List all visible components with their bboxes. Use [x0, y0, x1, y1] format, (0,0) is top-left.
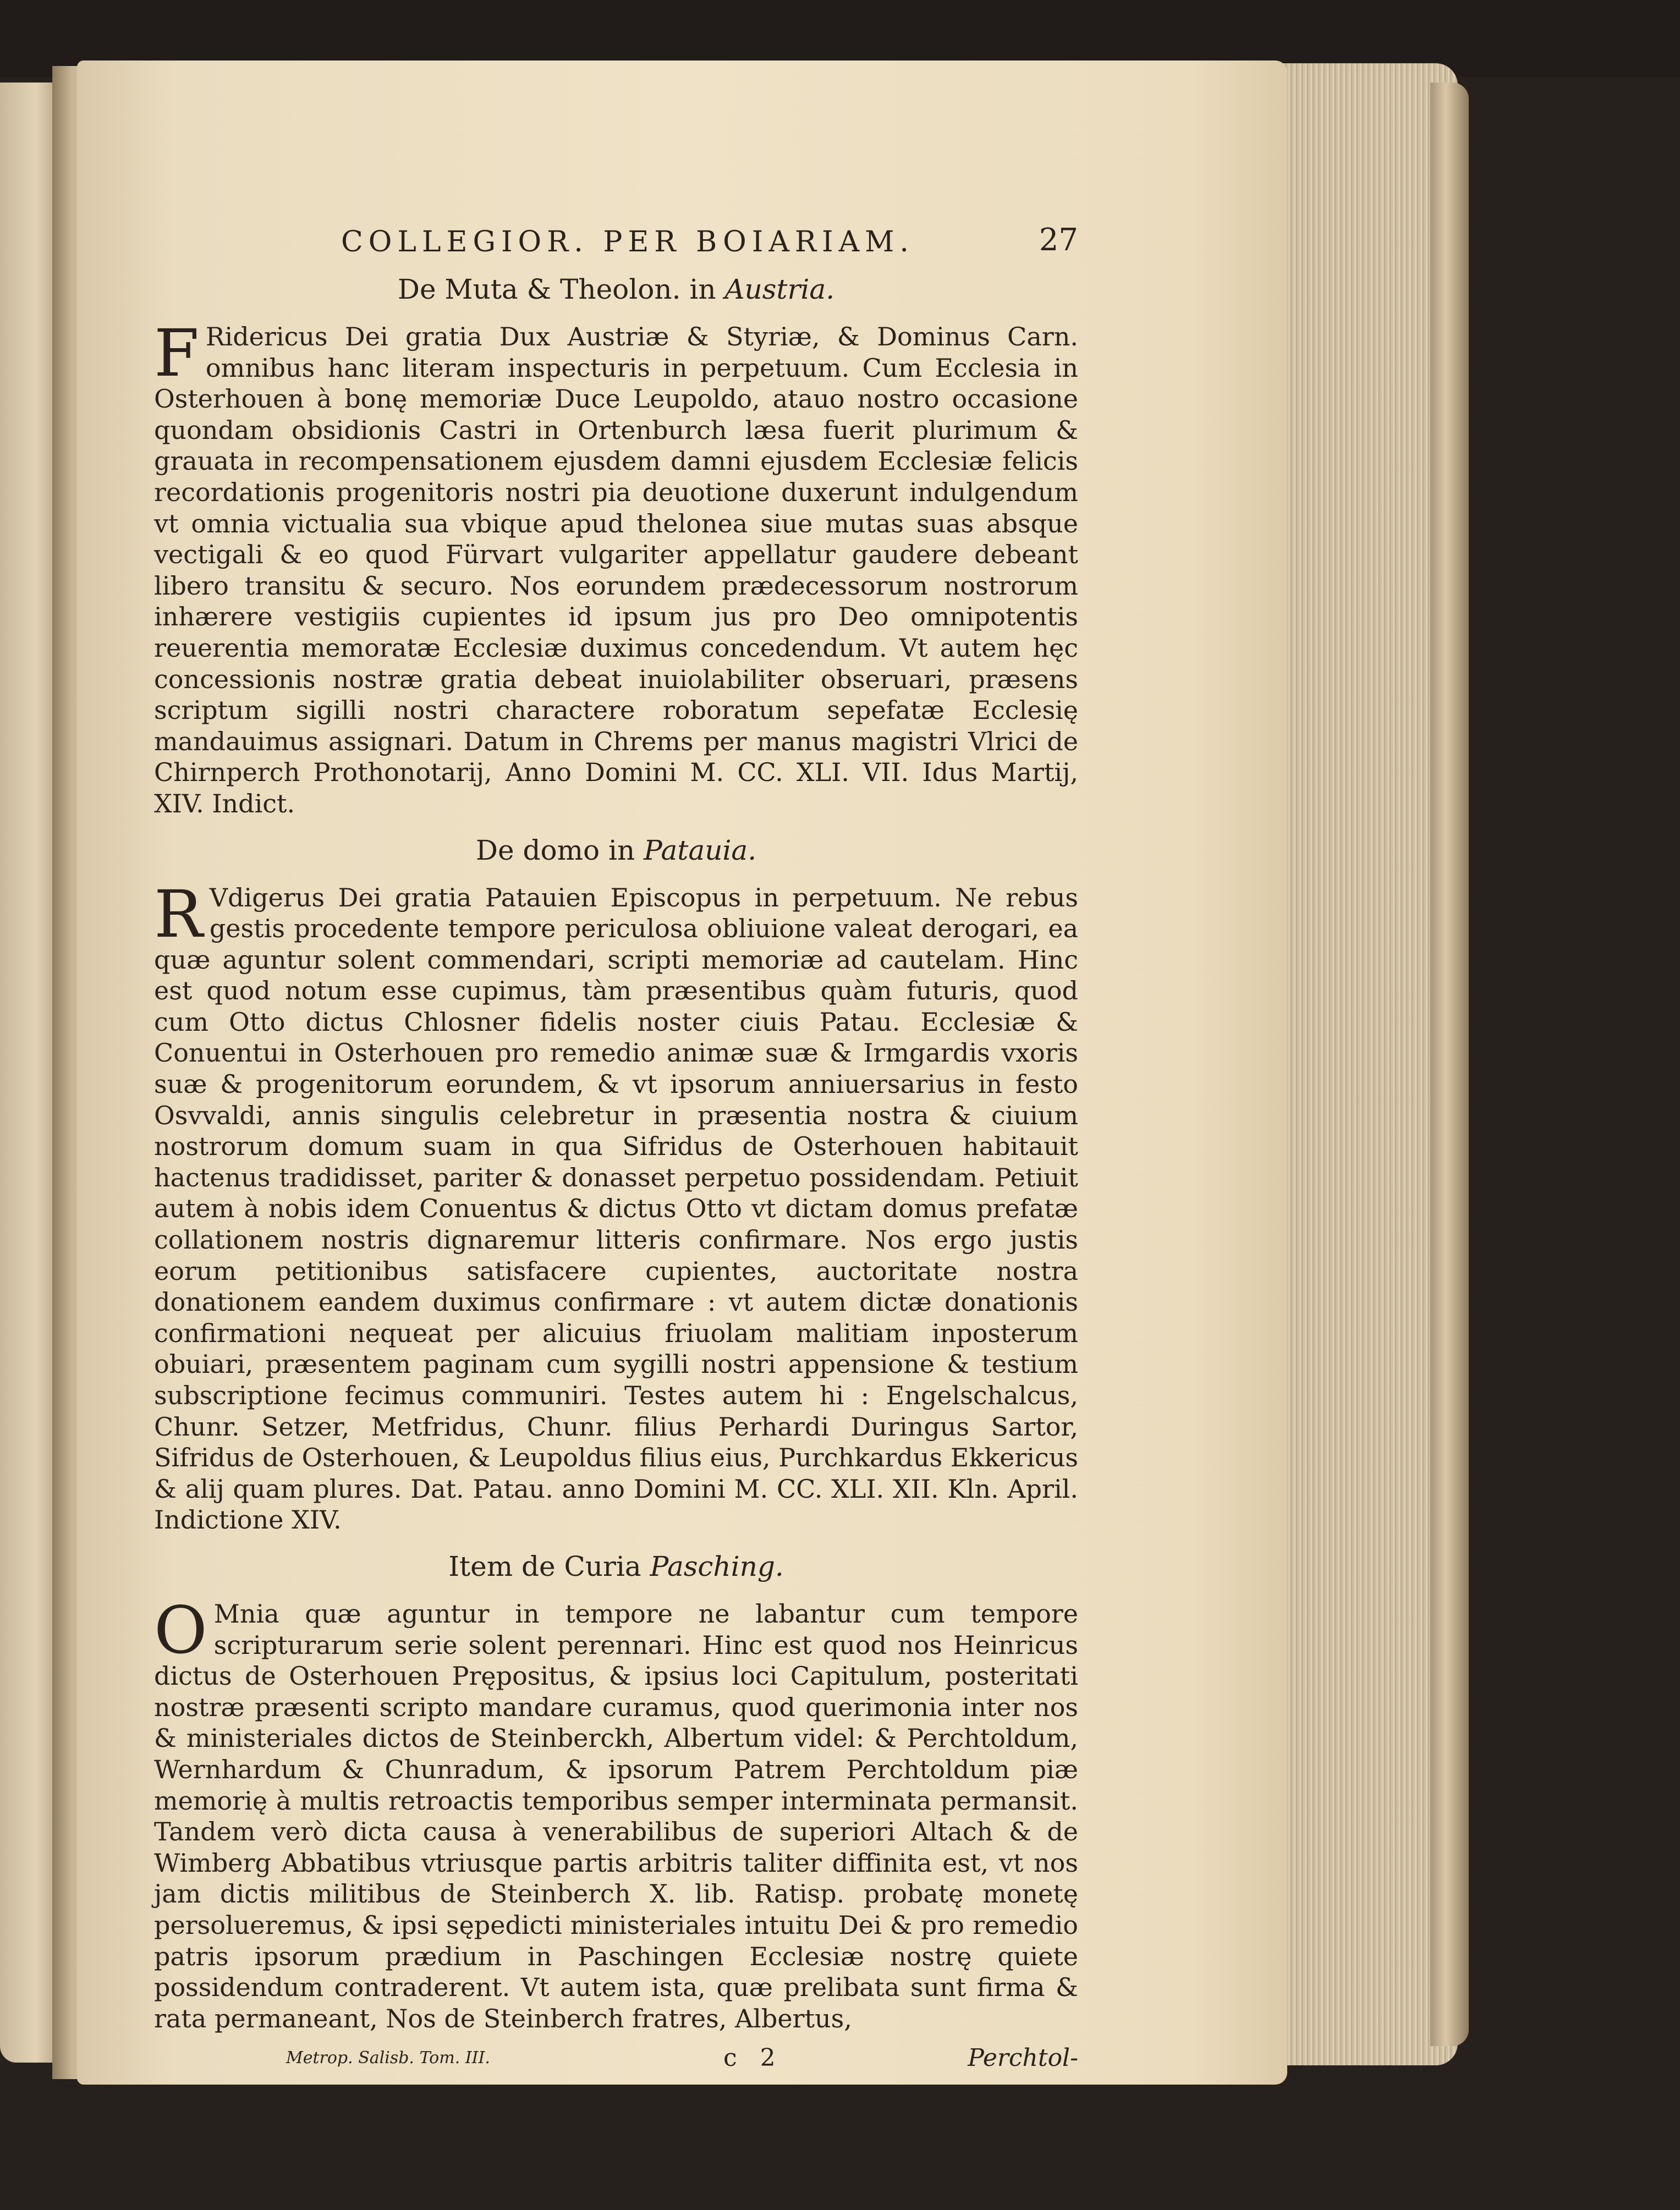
drop-cap: F: [154, 315, 199, 391]
section-paragraph: [154, 315, 1078, 820]
sheet-mark: c 2: [723, 2044, 783, 2072]
drop-cap: O: [154, 1592, 207, 1668]
drop-cap: R: [154, 876, 203, 952]
paragraph-text: Ridericus Dei gratia Dux Austriæ & Styriæ, & Dominus Carn. omnibus hanc literam inspecturis in perpetuum. Cum Ecclesia in Osterhouen à bonę memoriæ Duce Leupoldo, atauo nostro occasione quondam obsidionis Castri in Ortenburch læsa fuerit plurimum & grauata in recompensationem ejusdem damni ejusdem Ecclesiæ felicis recordationis progenitoris nostri pia deuotione duxerunt indulgendum vt omnia victualia sua vbique apud thelonea siue mutas suas absque vectigali & eo quod Fürvart vulgariter appellatur gaudere debeant libero transitu & securo. Nos eorundem prædecessorum nostrorum inhærere vestigiis cupientes id ipsum jus pro Deo omnipotentis reuerentia memoratæ Ecclesiæ duximus concedendum. Vt autem hęc concessionis nostræ gratia debeat inuiolabiliter obseruari, præsens scriptum sigilli nostri charactere roboratum sepefatæ Ecclesię mandauimus assignari. Datum in Chrems per manus magistri Vlrici de Chirnperch Prothonotarij, Anno Domini M. CC. XLI. VII. Idus Martij, XIV. Indict.: [154, 322, 1078, 818]
section-domo-patauia: [154, 834, 1078, 1536]
section-heading: [154, 273, 1078, 306]
section-heading-text: De Muta & Theolon. in: [397, 273, 716, 305]
section-heading-place: Pasching.: [650, 1550, 784, 1582]
page-content: [154, 215, 1078, 2071]
facing-page-edge: [0, 83, 61, 2063]
catchword: Perchtol-: [968, 2044, 1078, 2072]
section-heading-text: Item de Curia: [448, 1550, 641, 1582]
section-heading: [154, 1550, 1078, 1583]
section-paragraph: [154, 876, 1078, 1536]
section-heading-place: Austria.: [724, 273, 835, 305]
section-heading-place: Patauia.: [644, 834, 757, 866]
section-curia-pasching: [154, 1550, 1078, 2034]
section-muta-theolon: [154, 273, 1078, 820]
section-paragraph: [154, 1592, 1078, 2034]
book-cover-edge: [1430, 83, 1469, 2046]
paragraph-text: Vdigerus Dei gratia Patauien Episcopus in perpetuum. Ne rebus gestis procedente tempore periculosa obliuione valeat derogari, ea quæ aguntur solent commendari, scripti memoriæ ad cautelam. Hinc est quod notum esse cupimus, tàm præsentibus quàm futuris, quod cum Otto dictus Chlosner fidelis noster ciuis Patau. Ecclesiæ & Conuentui in Osterhouen pro remedio animæ suæ & Irmgardis vxoris suæ & progenitorum eorundem, & vt ipsorum anniuersarius in festo Osvvaldi, annis singulis celebretur in præsentia nostra & ciuium nostrorum domum suam in qua Sifridus de Osterhouen habitauit hactenus tradidisset, pariter & donasset perpetuo possidendam. Petiuit autem à nobis idem Conuentus & dictus Otto vt dictam domus prefatæ collationem nostris dignaremur litteris confirmare. Nos ergo justis eorum petitionibus satisfacere cupientes, auctoritate nostra donationem eandem duximus confirmare : vt autem dictæ donationis confirmationi nequeat per alicuius friuolam malitiam inposterum obuiari, præsentem paginam cum sygilli nostri appensione & testium subscriptione fecimus communiri. Testes autem hi : Engelschalcus, Chunr. Setzer, Metfridus, Chunr. filius Perhardi Duringus Sartor, Sifridus de Osterhouen, & Leupoldus filius eius, Purchkardus Ekkericus & alij quam plures. Dat. Patau. anno Domini M. CC. XLI. XII. Kln. April. Indictione XIV.: [154, 882, 1078, 1535]
section-heading: [154, 834, 1078, 867]
running-head-title: COLLEGIOR. PER BOIARIAM.: [341, 226, 914, 259]
signature-line: Metrop. Salisb. Tom. III.: [286, 2048, 490, 2068]
paragraph-text: Mnia quæ aguntur in tempore ne labantur cum tempore scripturarum serie solent perennari. Hinc est quod nos Heinricus dictus de Osterhouen Prępositus, & ipsius loci Capitulum, posteritati nostræ præsenti scripto mandare curamus, quod querimonia inter nos & ministeriales dictos de Steinberckh, Albertum videl: & Perchtoldum, Wernhardum & Chunradum, & ipsorum Patrem Perchtoldum piæ memorię à multis retroactis temporibus semper interminata permansit. Tandem verò dicta causa à venerabilibus de superiori Altach & de Wimberg Abbatibus vtriusque partis arbitris taliter diffinita est, vt nos jam dictis militibus de Steinberch X. lib. Ratisp. probatę monetę persolueremus, & ipsi sępedicti ministeriales intuitu Dei & pro remedio patris ipsorum prædium in Paschingen Ecclesiæ nostrę quiete possidendum contraderent. Vt autem ista, quæ prelibata sunt firma & rata permaneant, Nos de Steinberch fratres, Albertus,: [154, 1598, 1078, 2033]
running-head: [154, 215, 1078, 259]
page-footer: [154, 2041, 1078, 2071]
page-number: 27: [1039, 222, 1078, 258]
section-heading-text: De domo in: [475, 834, 635, 866]
